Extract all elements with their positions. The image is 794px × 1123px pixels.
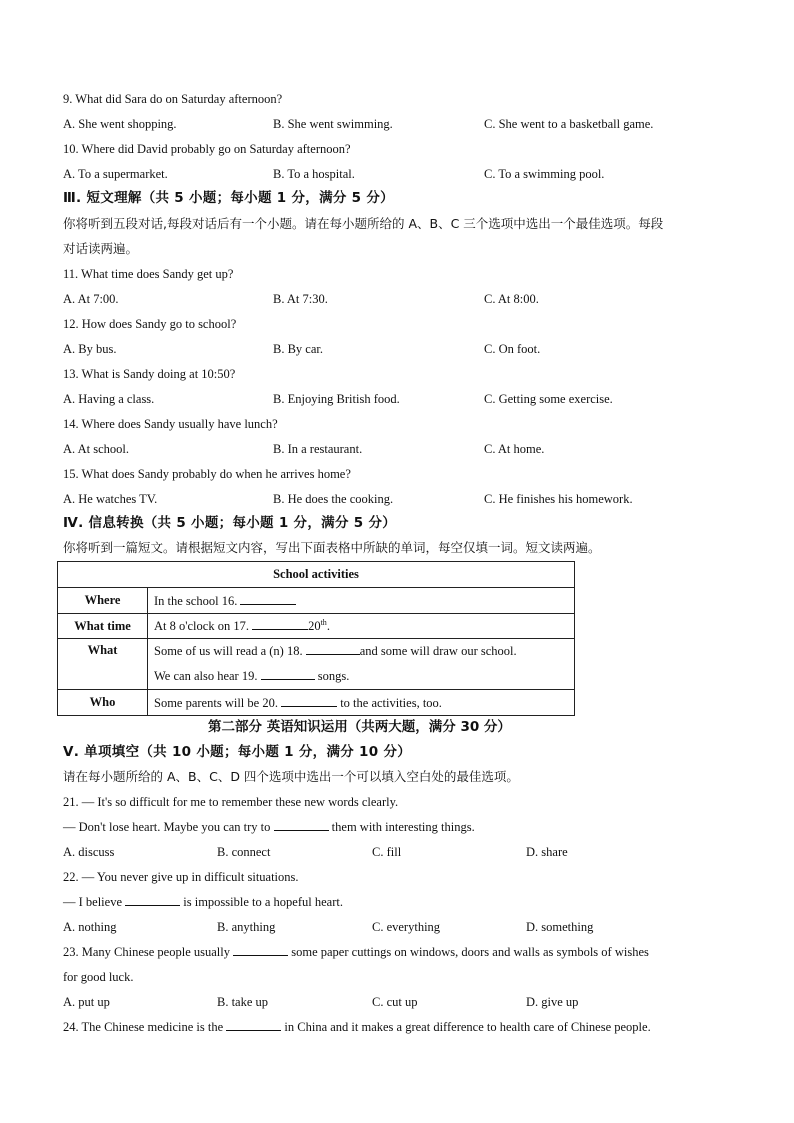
blank-21[interactable] xyxy=(274,819,329,831)
q21-option-c: C. fill xyxy=(372,845,402,859)
q10-option-c: C. To a swimming pool. xyxy=(484,167,605,181)
question-12: 12. How does Sandy go to school? xyxy=(63,317,237,331)
q12-option-a: A. By bus. xyxy=(63,342,117,356)
q11-option-a: A. At 7:00. xyxy=(63,292,119,306)
q22-option-a: A. nothing xyxy=(63,920,117,934)
q21-line2-post: them with interesting things. xyxy=(328,820,475,834)
q14-option-b: B. In a restaurant. xyxy=(273,442,363,456)
q15-option-c: C. He finishes his homework. xyxy=(484,492,633,506)
question-22-line2 xyxy=(63,894,343,910)
what-time-cell xyxy=(148,614,575,639)
blank-17[interactable] xyxy=(252,618,308,630)
section-3-instruction-line2: 对话读两遍。 xyxy=(63,241,139,256)
q15-option-b: B. He does the cooking. xyxy=(273,492,394,506)
section-5-instruction: 请在每小题所给的 A、B、C、D 四个选项中选出一个可以填入空白处的最佳选项。 xyxy=(63,769,519,784)
q22-option-c: C. everything xyxy=(372,920,441,934)
what-line2-post: songs. xyxy=(314,669,350,683)
question-23-line1 xyxy=(63,944,649,960)
q21-option-d: D. share xyxy=(526,845,568,859)
section-3-heading: Ⅲ. 短文理解（共 5 小题；每小题 1 分，满分 5 分） xyxy=(63,190,394,206)
question-21-line2 xyxy=(63,819,475,835)
q9-option-a: A. She went shopping. xyxy=(63,117,177,131)
question-24 xyxy=(63,1019,651,1035)
what-cell xyxy=(148,639,575,690)
section-4-heading: Ⅳ. 信息转换（共 5 小题；每小题 1 分，满分 5 分） xyxy=(63,515,397,531)
what-time-date: 20 xyxy=(308,619,321,634)
q23-line1-post: some paper cuttings on windows, doors and walls as symbols of wishes xyxy=(288,945,649,959)
where-text: In the school 16. xyxy=(154,593,238,608)
what-line-2 xyxy=(154,664,574,689)
who-cell xyxy=(148,690,575,716)
question-9: 9. What did Sara do on Saturday afternoon? xyxy=(63,92,283,106)
q9-option-c: C. She went to a basketball game. xyxy=(484,117,654,131)
blank-19[interactable] xyxy=(261,668,315,680)
q13-option-a: A. Having a class. xyxy=(63,392,155,406)
what-line1-pre: Some of us will read a (n) 18. xyxy=(154,644,303,658)
q23-option-a: A. put up xyxy=(63,995,110,1009)
who-text: Some parents will be 20. xyxy=(154,695,278,710)
question-21-line1: 21. — It's so difficult for me to remember these new words clearly. xyxy=(63,795,399,809)
question-13: 13. What is Sandy doing at 10:50? xyxy=(63,367,236,381)
section-4-instruction: 你将听到一篇短文。请根据短文内容，写出下面表格中所缺的单词，每空仅填一词。短文读两遍。 xyxy=(63,540,601,555)
q23-option-d: D. give up xyxy=(526,995,579,1009)
what-time-ordinal: th xyxy=(320,617,327,627)
what-line2-pre: We can also hear 19. xyxy=(154,669,258,683)
q23-option-c: C. cut up xyxy=(372,995,418,1009)
q10-option-a: A. To a supermarket. xyxy=(63,167,168,181)
q12-option-c: C. On foot. xyxy=(484,342,541,356)
blank-16[interactable] xyxy=(240,593,296,605)
q23-line1-pre: 23. Many Chinese people usually xyxy=(63,945,230,959)
q11-option-b: B. At 7:30. xyxy=(273,292,328,306)
q23-option-b: B. take up xyxy=(217,995,269,1009)
q10-option-b: B. To a hospital. xyxy=(273,167,355,181)
blank-23[interactable] xyxy=(233,944,288,956)
what-time-text: At 8 o'clock on 17. xyxy=(154,619,249,634)
question-11: 11. What time does Sandy get up? xyxy=(63,267,234,281)
what-time-label: What time xyxy=(58,614,148,639)
q13-option-c: C. Getting some exercise. xyxy=(484,392,613,406)
q24-post: in China and it makes a great difference to health care of Chinese people. xyxy=(281,1020,651,1034)
question-22-line1: 22. — You never give up in difficult situations. xyxy=(63,870,299,884)
who-post: to the activities, too. xyxy=(337,695,442,710)
q24-pre: 24. The Chinese medicine is the xyxy=(63,1020,224,1034)
q22-option-b: B. anything xyxy=(217,920,276,934)
q22-line2-post: is impossible to a hopeful heart. xyxy=(180,895,343,909)
q14-option-a: A. At school. xyxy=(63,442,129,456)
question-23-line2: for good luck. xyxy=(63,970,134,984)
what-time-period: . xyxy=(326,619,330,634)
q11-option-c: C. At 8:00. xyxy=(484,292,539,306)
q21-option-a: A. discuss xyxy=(63,845,115,859)
blank-24[interactable] xyxy=(226,1019,281,1031)
what-label: What xyxy=(58,639,148,690)
section-3-instruction-line1: 你将听到五段对话,每段对话后有一个小题。请在每小题所给的 A、B、C 三个选项中选出一个最佳选项。每段 xyxy=(63,216,664,231)
q13-option-b: B. Enjoying British food. xyxy=(273,392,400,406)
what-line1-post: and some will draw our school. xyxy=(359,644,517,658)
section-5-heading: Ⅴ. 单项填空（共 10 小题；每小题 1 分，满分 10 分） xyxy=(63,744,412,760)
question-15: 15. What does Sandy probably do when he arrives home? xyxy=(63,467,351,481)
table-title: School activities xyxy=(58,562,575,588)
question-14: 14. Where does Sandy usually have lunch? xyxy=(63,417,278,431)
question-10: 10. Where did David probably go on Saturday afternoon? xyxy=(63,142,351,156)
what-line-1 xyxy=(154,639,574,664)
school-activities-table xyxy=(57,561,575,716)
part-2-heading: 第二部分 英语知识运用（共两大题，满分 30 分） xyxy=(208,719,511,735)
q12-option-b: B. By car. xyxy=(273,342,323,356)
blank-22[interactable] xyxy=(125,894,180,906)
who-label: Who xyxy=(58,690,148,716)
blank-18[interactable] xyxy=(306,643,360,655)
blank-20[interactable] xyxy=(281,695,337,707)
q9-option-b: B. She went swimming. xyxy=(273,117,393,131)
q22-option-d: D. something xyxy=(526,920,594,934)
where-label: Where xyxy=(58,588,148,614)
q21-option-b: B. connect xyxy=(217,845,271,859)
q15-option-a: A. He watches TV. xyxy=(63,492,158,506)
q14-option-c: C. At home. xyxy=(484,442,545,456)
q21-line2-pre: — Don't lose heart. Maybe you can try to xyxy=(63,820,271,834)
q22-line2-pre: — I believe xyxy=(63,895,123,909)
where-cell xyxy=(148,588,575,614)
